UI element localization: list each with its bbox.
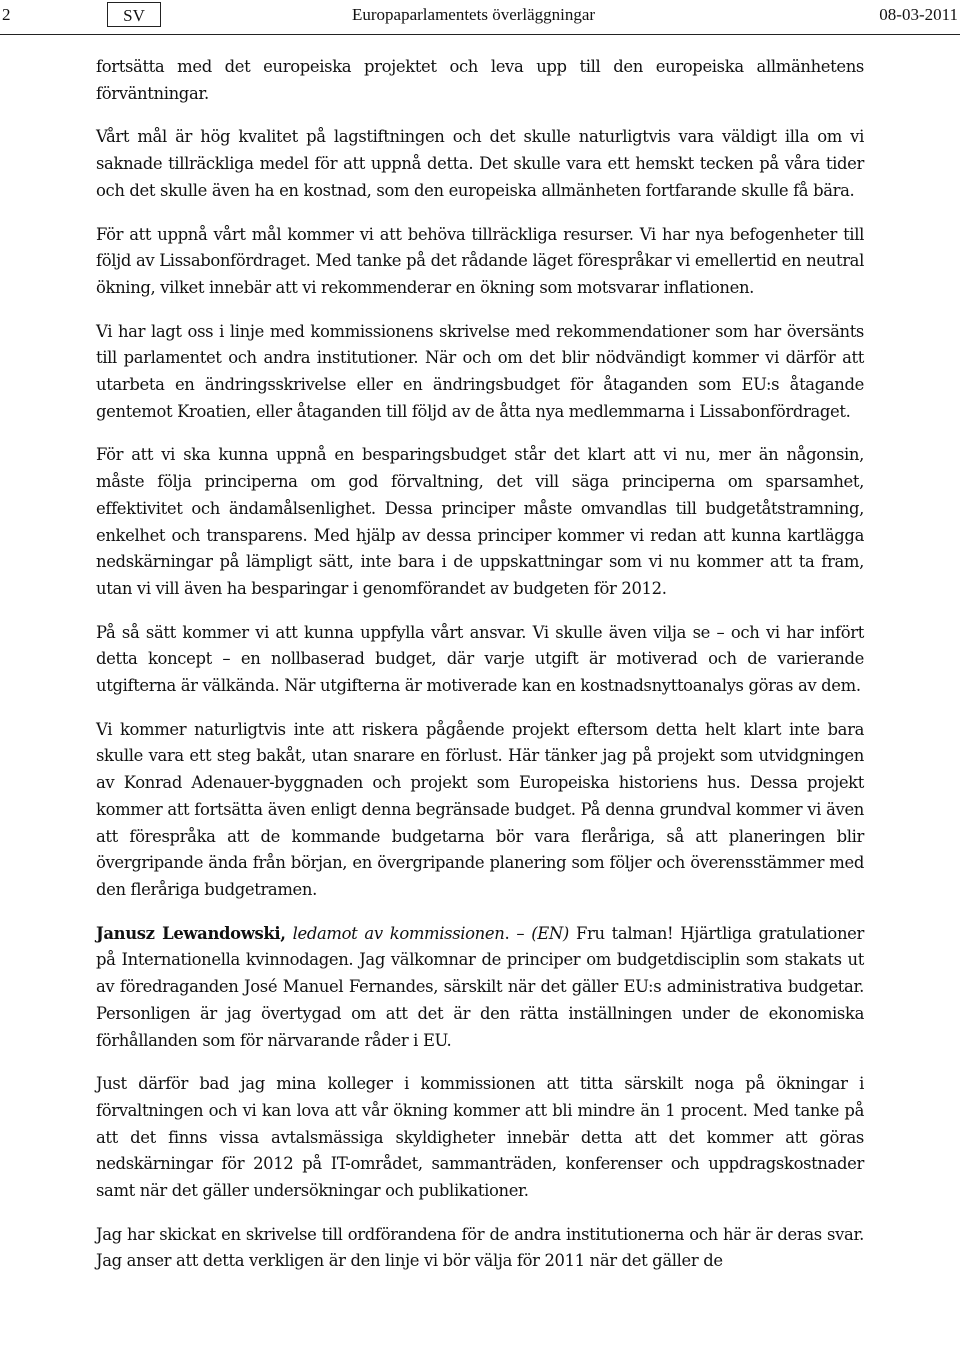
- document-body: [96, 54, 864, 1292]
- paragraph: Vi kommer naturligtvis inte att riskera pågående projekt eftersom detta helt klart inte bara skulle vara ett steg bakåt, utan snarare en förlust. Här tänker jag på projekt som utvidgningen av Konrad Adenauer-byggnaden och projekt som Europeiska historiens hus. Dessa projekt kommer att fortsätta även enligt denna begränsade budget. På denna grundval kommer vi även att förespråka att de kommande budgetarna bör vara fleråriga, så att planeringen blir övergripande ända från början, en övergripande planering som följer och överensstämmer med den fleråriga budgetramen.: [96, 719, 864, 899]
- document-date: 08-03-2011: [879, 5, 958, 24]
- speech-paragraph: [96, 921, 864, 1055]
- paragraph: Vi har lagt oss i linje med kommissionens skrivelse med rekommendationer som har översänts till parlamentet och andra institutioner. När och om det blir nödvändigt kommer vi därför att utarbeta en ändringsskrivelse eller en ändringsbudget för åtaganden som EU:s åtagande gentemot Kroatien, eller åtaganden till följd av de åtta nya medlemmarna i Lissabonfördraget.: [96, 321, 864, 421]
- page-header: [0, 0, 960, 35]
- paragraph: För att uppnå vårt mål kommer vi att behöva tillräckliga resurser. Vi har nya befogenheter till följd av Lissabonfördraget. Med tanke på det rådande läget förespråkar vi emellertid en neutral ökning, vilket innebär att vi rekommenderar en ökning som motsvarar inflationen.: [96, 224, 864, 297]
- paragraph: För att vi ska kunna uppnå en besparingsbudget står det klart att vi nu, mer än någonsin, måste följa principerna om god förvaltning, det vill säga principerna om sparsamhet, effektivitet och ändamålsenlighet. Dessa principer måste omvandlas till budgetåtstramning, enkelhet och transparens. Med hjälp av dessa principer kommer vi redan att kunna kartlägga nedskärningar på lämpligt sätt, inte bara i de uppskattningar som vi nu kommer att ta fram, utan vi vill även ha besparingar i genomförandet av budgeten för 2012.: [96, 445, 864, 598]
- language-tag: (EN): [531, 923, 569, 943]
- paragraph: Vårt mål är hög kvalitet på lagstiftningen och det skulle naturligtvis vara väldigt illa om vi saknade tillräckliga medel för att uppnå detta. Det skulle vara ett hemskt tecken på våra tider och det skulle även ha en kostnad, som den europeiska allmänheten fortfarande skulle få bära.: [96, 127, 864, 200]
- document-title: Europaparlamentets överläggningar: [352, 5, 596, 24]
- paragraph: Jag har skickat en skrivelse till ordförandena för de andra institutionerna och här är deras svar. Jag anser att detta verkligen är den linje vi bör välja för 2011 när det gäller de: [96, 1224, 864, 1271]
- speech-separator: . –: [504, 923, 525, 943]
- language-code-box: SV: [107, 2, 161, 27]
- speech-text: Fru talman! Hjärtliga gratulationer på Internationella kvinnodagen. Jag välkomnar de principer om budgetdisciplin som stakats ut av föredraganden José Manuel Fernandes, särskilt när det gäller EU:s administrativa budgetar. Personligen är jag övertygad om att det är den rätta inställningen under de ekonomiska förhållanden som för närvarande råder i EU.: [96, 923, 864, 1050]
- paragraph: fortsätta med det europeiska projektet och leva upp till den europeiska allmänhetens förväntningar.: [96, 57, 864, 103]
- paragraph: På så sätt kommer vi att kunna uppfylla vårt ansvar. Vi skulle även vilja se – och vi har infört detta koncept – en nollbaserad budget, där varje utgift är motiverad och de varierande utgifterna är välkända. När utgifterna är motiverade kan en kostnadsnyttoanalys göras av dem.: [96, 622, 864, 696]
- speaker-name: Janusz Lewandowski,: [96, 923, 286, 943]
- page-number: 2: [2, 5, 11, 24]
- paragraph: Just därför bad jag mina kolleger i kommissionen att titta särskilt noga på ökningar i förvaltningen och vi kan lova att vår ökning kommer att bli mindre än 1 procent. Med tanke på att det finns vissa avtalsmässiga skyldigheter innebär detta att det kommer att göras nedskärningar för 2012 på IT-området, sammanträden, konferenser och uppdragskostnader samt när det gäller undersökningar och publikationer.: [96, 1074, 864, 1201]
- speaker-role: ledamot av kommissionen: [292, 923, 505, 943]
